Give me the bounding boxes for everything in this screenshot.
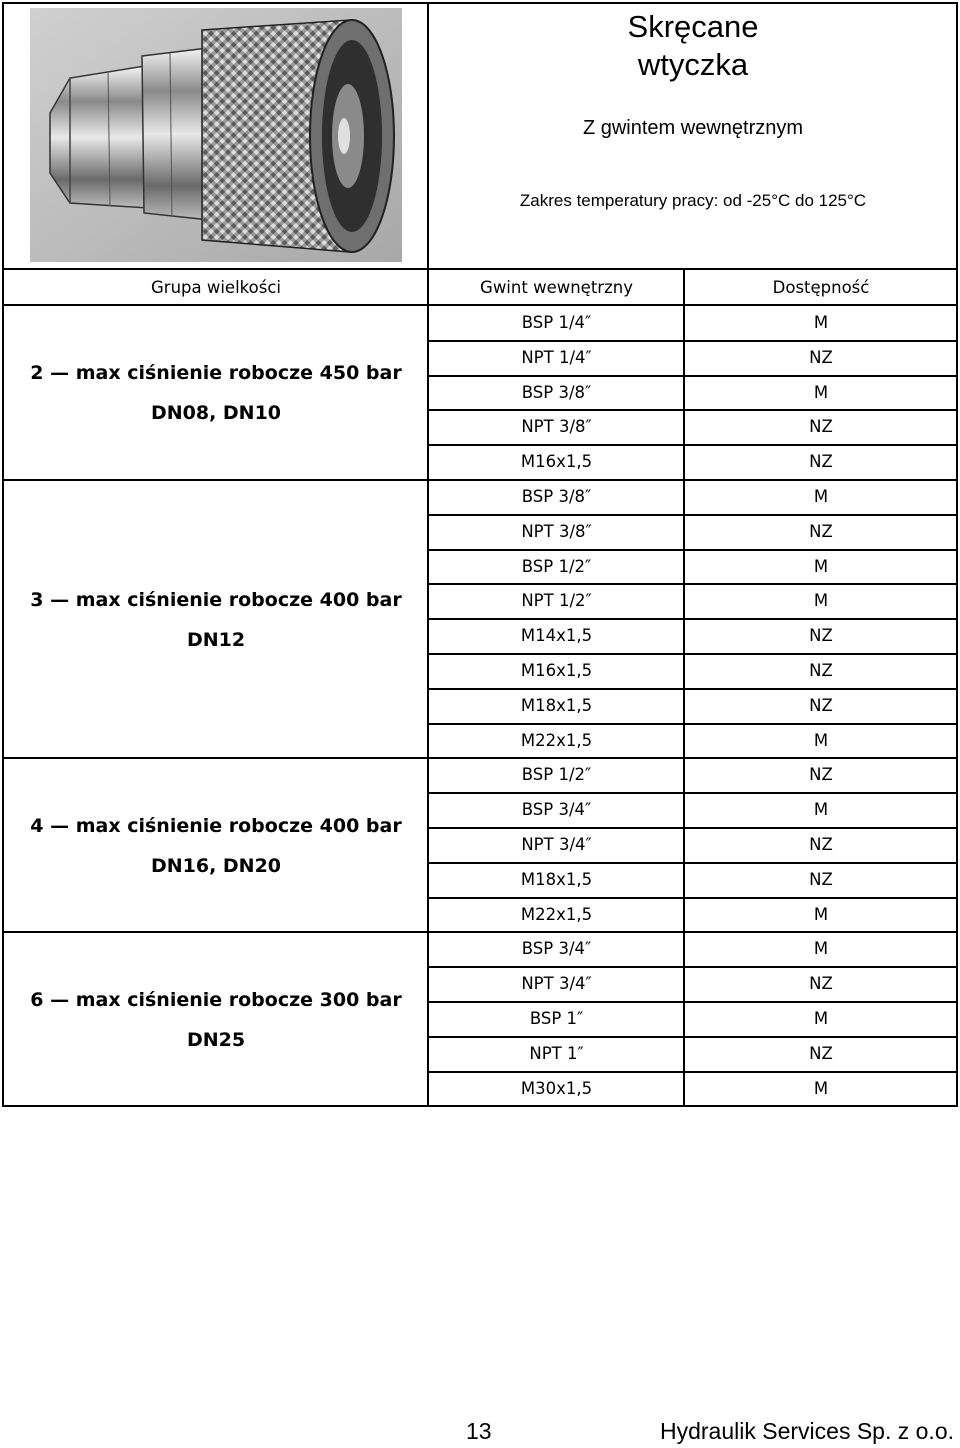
group-4-pressure: 4 — max ciśnienie robocze 400 bar (30, 815, 402, 837)
group-2-dn: DN08, DN10 (150, 402, 282, 424)
thread-cell: NPT 1/2″ (521, 591, 592, 610)
column-divider-1 (427, 2, 429, 1106)
availability-cell: NZ (809, 870, 833, 889)
group-2-pressure: 2 — max ciśnienie robocze 450 bar (30, 362, 402, 384)
availability-cell: M (813, 591, 829, 610)
thread-cell: NPT 3/4″ (521, 974, 592, 993)
thread-cell: M16x1,5 (520, 452, 593, 471)
row-divider (427, 723, 958, 725)
row-divider (427, 792, 958, 794)
row-divider (427, 618, 958, 620)
availability-cell: NZ (809, 835, 833, 854)
availability-cell: M (813, 939, 829, 958)
thread-cell: M14x1,5 (520, 626, 593, 645)
header-availability: Dostępność (772, 278, 870, 297)
row-divider (427, 514, 958, 516)
product-photo-cell (2, 2, 428, 268)
thread-cell: BSP 3/4″ (521, 939, 592, 958)
temperature-range: Zakres temperatury pracy: od -25°C do 125°C (519, 191, 867, 210)
thread-cell: M16x1,5 (520, 661, 593, 680)
availability-cell: M (813, 487, 829, 506)
availability-cell: M (813, 383, 829, 402)
table-border-bottom (2, 1105, 958, 1107)
group-6-label (4, 980, 428, 1060)
thread-cell: BSP 3/4″ (521, 800, 592, 819)
header-bottom-line (2, 304, 958, 306)
thread-cell: BSP 1/2″ (521, 765, 592, 784)
row-divider (427, 479, 958, 481)
availability-cell: M (813, 557, 829, 576)
availability-cell: NZ (809, 765, 833, 784)
row-divider (427, 583, 958, 585)
thread-cell: BSP 3/8″ (521, 383, 592, 402)
availability-cell: NZ (809, 452, 833, 471)
product-title-line2: wtyczka (637, 47, 749, 82)
thread-cell: NPT 1/4″ (521, 348, 592, 367)
product-photo (30, 8, 402, 262)
row-divider (427, 931, 958, 933)
table-border-left (2, 2, 4, 1106)
group-4-label (4, 806, 428, 886)
group-4-dn: DN16, DN20 (150, 855, 282, 877)
availability-cell: NZ (809, 696, 833, 715)
availability-cell: NZ (809, 1044, 833, 1063)
availability-cell: M (813, 800, 829, 819)
row-divider (427, 688, 958, 690)
row-divider (427, 1036, 958, 1038)
availability-cell: M (813, 1009, 829, 1028)
table-border-top (2, 2, 958, 4)
group-divider (2, 757, 429, 759)
group-6-dn: DN25 (186, 1029, 246, 1051)
group-6-pressure: 6 — max ciśnienie robocze 300 bar (30, 989, 402, 1011)
thread-cell: BSP 1″ (529, 1009, 584, 1028)
availability-cell: NZ (809, 348, 833, 367)
thread-cell: M22x1,5 (520, 905, 593, 924)
group-2-label (4, 353, 428, 433)
row-divider (427, 444, 958, 446)
column-divider-2 (683, 268, 685, 1106)
product-title (430, 8, 956, 84)
thread-cell: M18x1,5 (520, 870, 593, 889)
header-size-group: Grupa wielkości (151, 278, 281, 297)
thread-cell: NPT 3/8″ (521, 522, 592, 541)
thread-cell: NPT 1″ (529, 1044, 584, 1063)
product-subtitle: Z gwintem wewnętrznym (582, 117, 804, 139)
thread-cell: BSP 1/4″ (521, 313, 592, 332)
group-3-pressure: 3 — max ciśnienie robocze 400 bar (30, 589, 402, 611)
row-divider (427, 340, 958, 342)
row-divider (427, 375, 958, 377)
row-divider (427, 549, 958, 551)
thread-cell: M22x1,5 (520, 731, 593, 750)
availability-cell: NZ (809, 417, 833, 436)
header-internal-thread: Gwint wewnętrzny (480, 278, 633, 297)
thread-cell: NPT 3/4″ (521, 835, 592, 854)
table-border-right (956, 2, 958, 1106)
thread-cell: M18x1,5 (520, 696, 593, 715)
availability-cell: M (813, 313, 829, 332)
row-divider (427, 897, 958, 899)
availability-cell: NZ (809, 522, 833, 541)
thread-cell: BSP 3/8″ (521, 487, 592, 506)
product-title-line1: Skręcane (627, 9, 759, 44)
thread-cell: NPT 3/8″ (521, 417, 592, 436)
row-divider (427, 1071, 958, 1073)
row-divider (427, 966, 958, 968)
page-number: 13 (466, 1418, 492, 1444)
row-divider (427, 409, 958, 411)
availability-cell: NZ (809, 974, 833, 993)
availability-cell: M (813, 905, 829, 924)
row-divider (427, 757, 958, 759)
thread-cell: M30x1,5 (520, 1079, 593, 1098)
availability-cell: NZ (809, 626, 833, 645)
row-divider (427, 653, 958, 655)
row-divider (427, 827, 958, 829)
availability-cell: NZ (809, 661, 833, 680)
row-divider (427, 1001, 958, 1003)
availability-cell: M (813, 731, 829, 750)
row-divider (427, 862, 958, 864)
group-divider (2, 931, 429, 933)
group-3-label (4, 580, 428, 660)
company-name: Hydraulik Services Sp. z o.o. (660, 1418, 955, 1444)
group-3-dn: DN12 (186, 629, 246, 651)
thread-cell: BSP 1/2″ (521, 557, 592, 576)
availability-cell: M (813, 1079, 829, 1098)
group-divider (2, 479, 429, 481)
header-top-line (2, 268, 958, 270)
